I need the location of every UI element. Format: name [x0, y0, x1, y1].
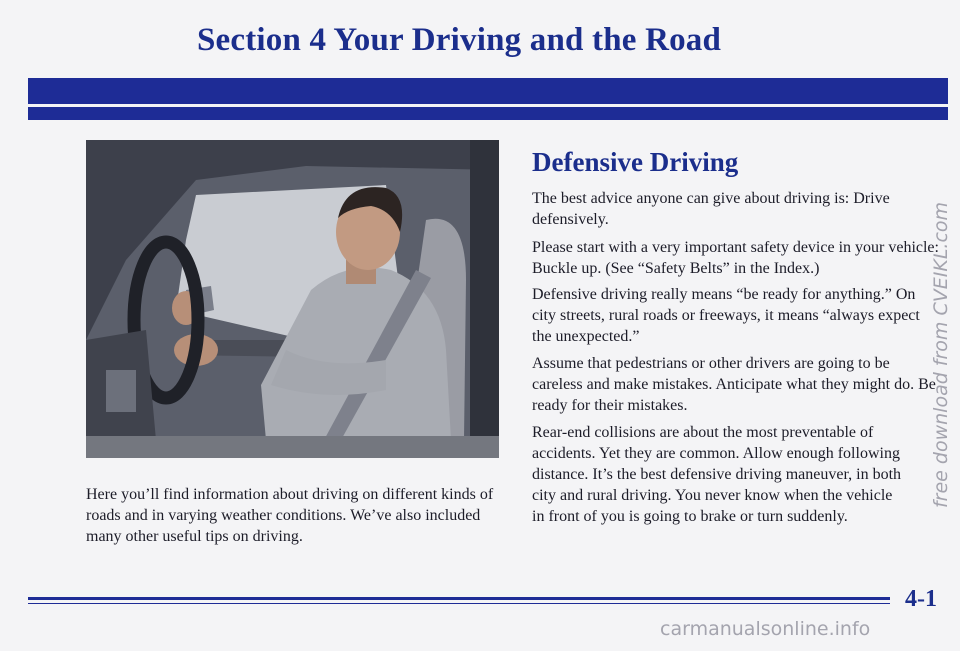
side-watermark-text: free download from CVEIKL.com — [930, 201, 952, 509]
footer-rule-thin — [28, 603, 890, 604]
paragraph-buckle-up: Please start with a very important safety device in your vehicle: Buckle up. (See “Safety Belts” in the Index.) — [532, 239, 939, 277]
side-watermark — [926, 130, 956, 580]
driver-photo — [86, 140, 499, 458]
header-band-top — [28, 78, 948, 104]
paragraph-drive-defensively: The best advice anyone can give about driving is: Drive defensively. — [532, 190, 890, 228]
paragraph-anticipate-mistakes: Assume that pedestrians or other drivers are going to be careless and make mistakes. Anticipate what they might do. Be ready for their mistakes. — [532, 355, 936, 414]
bottom-watermark: carmanualsonline.info — [660, 618, 871, 640]
footer-rule-thick — [28, 597, 890, 600]
paragraph-be-ready: Defensive driving really means “be ready for anything.” On city streets, rural roads or freeways, it means “always expect the unexpected.” — [532, 286, 920, 345]
paragraph-rear-end-collisions: Rear-end collisions are about the most preventable of accidents. Yet they are common. Allow enough following distance. It’s the best defensive driving maneuver, in both city and rural driving. You never know when the vehicle in front of you is going to brake or turn suddenly. — [532, 424, 902, 525]
section-title: Section 4 Your Driving and the Road — [197, 22, 722, 58]
header-band-bottom — [28, 107, 948, 120]
defensive-driving-heading: Defensive Driving — [532, 147, 739, 177]
page-number: 4-1 — [905, 586, 937, 612]
intro-caption: Here you’ll find information about driving on different kinds of roads and in varying weather conditions. We’ve also included many other useful tips on driving. — [86, 486, 494, 545]
